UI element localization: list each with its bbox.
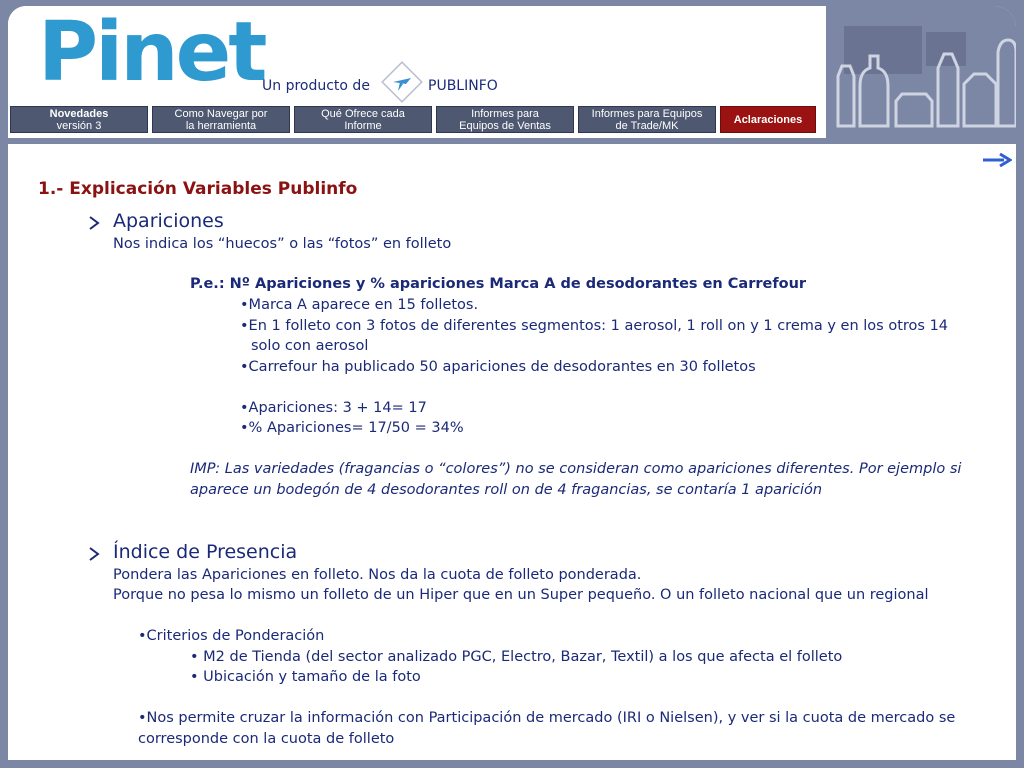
nav-label-2: versión 3 — [56, 119, 102, 132]
section-title-apariciones: Apariciones — [113, 210, 224, 232]
indice-desc-2: Porque no pesa lo mismo un folleto de un Hiper que en un Super pequeño. O un folleto nacional que un regional — [113, 587, 929, 603]
nav-label-1: Aclaraciones — [733, 113, 803, 126]
nav-label-2: la herramienta — [185, 119, 257, 132]
nav-label-1: Como Navegar por — [174, 107, 268, 120]
example-bullet-4: •Apariciones: 3 + 14= 17 — [240, 400, 427, 416]
nos-permite-line-1: •Nos permite cruzar la información con Participación de mercado (IRI o Nielsen), y ver si la cuota de mercado se — [138, 710, 956, 726]
nav-label-1: Novedades — [49, 107, 109, 120]
nav-que-ofrece[interactable] — [294, 106, 432, 133]
subtitle-left: Un producto de — [262, 78, 370, 94]
apariciones-desc: Nos indica los “huecos” o las “fotos” en folleto — [113, 236, 452, 252]
nav-novedades[interactable] — [10, 106, 148, 133]
next-arrow-icon[interactable] — [982, 152, 1012, 168]
indice-desc-1: Pondera las Apariciones en folleto. Nos da la cuota de folleto ponderada. — [113, 567, 642, 583]
example-bullet-5: •% Apariciones= 17/50 = 34% — [240, 420, 464, 436]
example-bullet-2: •En 1 folleto con 3 fotos de diferentes segmentos: 1 aerosol, 1 roll on y 1 crema y en los otros 14 — [240, 318, 949, 334]
nav-bar — [8, 102, 823, 138]
bottles-decoration — [826, 6, 1016, 144]
section-title-indice: Índice de Presencia — [113, 541, 298, 563]
nav-label-1: Informes para Equipos — [591, 107, 703, 120]
example-bullet-3: •Carrefour ha publicado 50 apariciones de desodorantes en 30 folletos — [240, 359, 756, 375]
nav-label-1: Qué Ofrece cada — [321, 107, 405, 120]
criterio-2: • Ubicación y tamaño de la foto — [190, 669, 421, 685]
criterio-1: • M2 de Tienda (del sector analizado PGC, Electro, Bazar, Textil) a los que afecta el folleto — [190, 649, 843, 665]
nav-label-2: Informe — [344, 119, 382, 132]
example-bullet-2-cont: solo con aerosol — [251, 338, 369, 354]
example-bullet-1: •Marca A aparece en 15 folletos. — [240, 297, 479, 313]
imp-note-line-2: aparece un bodegón de 4 desodorantes roll on de 4 fragancias, se contaría 1 aparición — [190, 482, 823, 498]
content-area — [8, 144, 1016, 760]
nos-permite-line-2: corresponde con la cuota de folleto — [138, 731, 395, 747]
nav-aclaraciones[interactable] — [720, 106, 816, 133]
criterios-title: •Criterios de Ponderación — [138, 628, 325, 644]
header — [8, 6, 1016, 144]
nav-informes-ventas[interactable] — [436, 106, 574, 133]
nav-como-navegar[interactable] — [152, 106, 290, 133]
slide-frame — [8, 6, 1016, 760]
section-arrow-icon — [88, 547, 100, 561]
imp-note-line-1: IMP: Las variedades (fragancias o “colores”) no se consideran como apariciones diferentes. Por ejemplo si — [190, 461, 962, 477]
page-title: 1.- Explicación Variables Publinfo — [38, 179, 358, 199]
nav-label-1: Informes para — [471, 107, 539, 120]
section-arrow-icon — [88, 216, 100, 230]
subtitle-right: PUBLINFO — [428, 78, 498, 94]
publinfo-logo-icon — [380, 60, 424, 104]
nav-label-2: de Trade/MK — [615, 119, 679, 132]
nav-informes-trade[interactable] — [578, 106, 716, 133]
example-title: P.e.: Nº Apariciones y % apariciones Marca A de desodorantes en Carrefour — [190, 276, 807, 292]
nav-label-2: Equipos de Ventas — [459, 119, 551, 132]
pinet-logo: Pinet — [38, 6, 265, 100]
